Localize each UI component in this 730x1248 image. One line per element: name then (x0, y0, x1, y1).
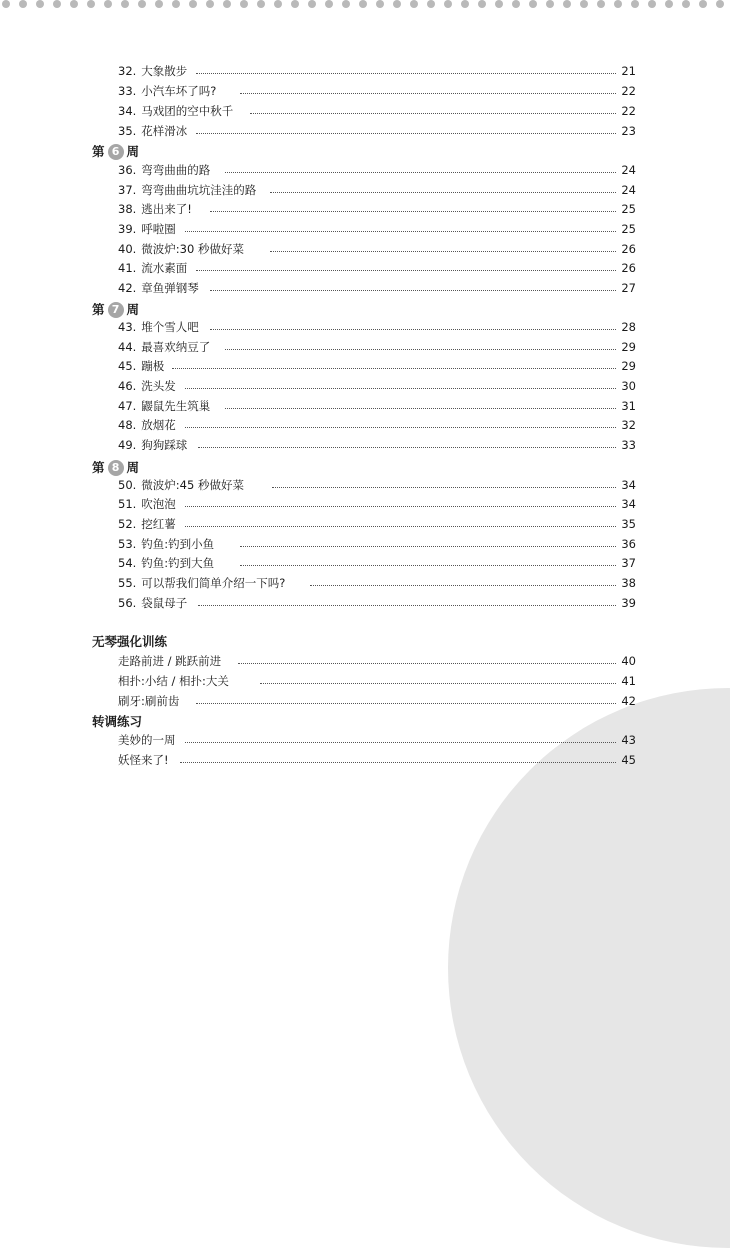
toc-entry[interactable] (0, 397, 730, 415)
entry-number: 42. (118, 281, 137, 295)
entry-number: 52. (118, 517, 137, 531)
page-number: 29 (621, 359, 636, 373)
entry-title: 放烟花 (141, 418, 176, 432)
page-number: 45 (621, 753, 636, 767)
toc-entry[interactable] (0, 416, 730, 434)
toc-entry[interactable] (0, 594, 730, 612)
toc-entry[interactable] (0, 672, 730, 690)
toc-entry[interactable] (0, 240, 730, 258)
toc-entry[interactable] (0, 476, 730, 494)
page-number: 35 (621, 517, 636, 531)
entry-number: 48. (118, 418, 137, 432)
entry-number: 55. (118, 576, 137, 590)
entry-title: 微波炉:45 秒做好菜 (141, 478, 244, 492)
entry-number: 39. (118, 222, 137, 236)
entry-number: 51. (118, 497, 137, 511)
entry-title: 可以帮我们简单介绍一下吗? (141, 576, 286, 590)
entry-title: 呼啦圈 (141, 222, 176, 236)
entry-title: 弯弯曲曲坑坑洼洼的路 (141, 183, 257, 197)
section-heading-modulation-practice: 转调练习 (92, 714, 143, 729)
entry-title: 流水素面 (141, 261, 188, 275)
entry-title: 钓鱼:钓到大鱼 (141, 556, 215, 570)
entry-title: 相扑:小结 / 相扑:大关 (118, 674, 229, 688)
toc-entry[interactable] (0, 279, 730, 297)
entry-title: 鼹鼠先生筑巢 (141, 399, 211, 413)
toc-entry[interactable] (0, 751, 730, 769)
toc-entry[interactable] (0, 200, 730, 218)
week-heading-7: 第 7 周 (92, 302, 140, 317)
page-number: 39 (621, 596, 636, 610)
toc-entry[interactable] (0, 161, 730, 179)
page-number: 22 (621, 104, 636, 118)
week-number-badge: 8 (108, 460, 124, 476)
page-number: 41 (621, 674, 636, 688)
page-number: 33 (621, 438, 636, 452)
entry-number: 33. (118, 84, 137, 98)
entry-number: 35. (118, 124, 137, 138)
week-number-badge: 7 (108, 302, 124, 318)
toc-entry[interactable] (0, 259, 730, 277)
entry-number: 37. (118, 183, 137, 197)
toc-entry[interactable] (0, 62, 730, 80)
toc-entry[interactable] (0, 82, 730, 100)
page-number: 24 (621, 163, 636, 177)
decorative-dot-border (0, 0, 730, 12)
page-number: 32 (621, 418, 636, 432)
toc-entry[interactable] (0, 318, 730, 336)
toc-entry[interactable] (0, 535, 730, 553)
entry-title: 走路前进 / 跳跃前进 (118, 654, 222, 668)
page-number: 42 (621, 694, 636, 708)
entry-number: 41. (118, 261, 137, 275)
toc-entry[interactable] (0, 102, 730, 120)
page-number: 30 (621, 379, 636, 393)
entry-title: 小汽车坏了吗? (141, 84, 217, 98)
toc-entry[interactable] (0, 181, 730, 199)
entry-title: 最喜欢纳豆了 (141, 340, 211, 354)
page-number: 34 (621, 497, 636, 511)
entry-title: 逃出来了! (141, 202, 192, 216)
entry-number: 32. (118, 64, 137, 78)
toc-entry[interactable] (0, 220, 730, 238)
entry-title: 堆个雪人吧 (141, 320, 199, 334)
page-number: 23 (621, 124, 636, 138)
page-number: 25 (621, 202, 636, 216)
entry-title: 蹦极 (141, 359, 165, 373)
page-number: 27 (621, 281, 636, 295)
entry-title: 洗头发 (141, 379, 176, 393)
page-number: 22 (621, 84, 636, 98)
toc-entry[interactable] (0, 495, 730, 513)
week-heading-8: 第 8 周 (92, 460, 140, 475)
entry-number: 38. (118, 202, 137, 216)
toc-entry[interactable] (0, 515, 730, 533)
entry-number: 44. (118, 340, 137, 354)
entry-number: 47. (118, 399, 137, 413)
entry-number: 40. (118, 242, 137, 256)
entry-number: 43. (118, 320, 137, 334)
entry-number: 46. (118, 379, 137, 393)
entry-number: 36. (118, 163, 137, 177)
entry-title: 美妙的一周 (118, 733, 176, 747)
entry-number: 49. (118, 438, 137, 452)
page-number: 29 (621, 340, 636, 354)
entry-title: 狗狗踩球 (141, 438, 188, 452)
toc-entry[interactable] (0, 731, 730, 749)
entry-title: 刷牙:刷前齿 (118, 694, 180, 708)
toc-entry[interactable] (0, 652, 730, 670)
toc-entry[interactable] (0, 377, 730, 395)
toc-entry[interactable] (0, 554, 730, 572)
section-heading-keyboardless-training: 无琴强化训练 (92, 634, 168, 649)
page-number: 43 (621, 733, 636, 747)
entry-title: 袋鼠母子 (141, 596, 188, 610)
decorative-circle (448, 688, 730, 1248)
page-number: 25 (621, 222, 636, 236)
entry-title: 大象散步 (141, 64, 188, 78)
entry-title: 微波炉:30 秒做好菜 (141, 242, 244, 256)
page-number: 24 (621, 183, 636, 197)
toc-entry[interactable] (0, 574, 730, 592)
entry-number: 50. (118, 478, 137, 492)
entry-number: 45. (118, 359, 137, 373)
entry-number: 54. (118, 556, 137, 570)
page-number: 36 (621, 537, 636, 551)
entry-title: 花样滑冰 (141, 124, 188, 138)
entry-title: 马戏团的空中秋千 (141, 104, 234, 118)
page-number: 28 (621, 320, 636, 334)
entry-title: 妖怪来了! (118, 753, 169, 767)
page-number: 40 (621, 654, 636, 668)
toc-entry[interactable] (0, 122, 730, 140)
page-number: 31 (621, 399, 636, 413)
entry-number: 56. (118, 596, 137, 610)
toc-entry[interactable] (0, 357, 730, 375)
week-number-badge: 6 (108, 144, 124, 160)
page-number: 37 (621, 556, 636, 570)
entry-title: 章鱼弹钢琴 (141, 281, 199, 295)
entry-number: 34. (118, 104, 137, 118)
page-number: 21 (621, 64, 636, 78)
page-number: 26 (621, 242, 636, 256)
entry-title: 钓鱼:钓到小鱼 (141, 537, 215, 551)
page-number: 26 (621, 261, 636, 275)
page-number: 34 (621, 478, 636, 492)
toc-entry[interactable] (0, 436, 730, 454)
toc-entry[interactable] (0, 338, 730, 356)
toc-entry[interactable] (0, 692, 730, 710)
entry-title: 吹泡泡 (141, 497, 176, 511)
entry-title: 挖红薯 (141, 517, 176, 531)
page-number: 38 (621, 576, 636, 590)
entry-title: 弯弯曲曲的路 (141, 163, 211, 177)
week-heading-6: 第 6 周 (92, 144, 140, 159)
entry-number: 53. (118, 537, 137, 551)
